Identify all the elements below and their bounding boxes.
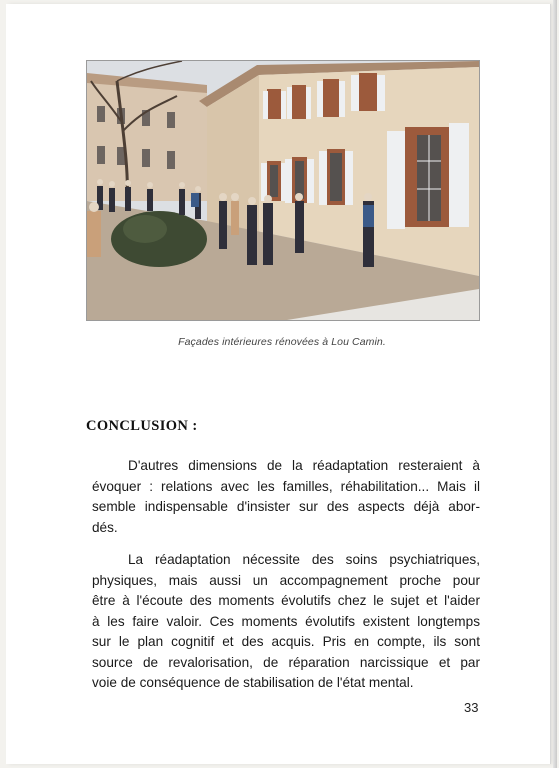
paragraph-line: physiques, mais aussi un accompagnement proche pour	[92, 572, 480, 588]
paragraph-2	[92, 550, 480, 694]
document-page	[6, 4, 550, 764]
section-heading: CONCLUSION :	[86, 418, 198, 434]
paragraph-line: être à l'écoute des moments évolutifs chez le sujet et l'aider	[92, 593, 480, 608]
page-edge	[553, 0, 557, 768]
paragraph-line: La réadaptation nécessite des soins psychiatriques,	[128, 552, 480, 567]
paragraph-line: semble indispensable d'insister sur des aspects déjà abor-	[92, 499, 480, 514]
photo-caption: Façades intérieures rénovées à Lou Camin.	[178, 336, 386, 348]
paragraph-line: voie de conséquence de stabilisation de l'état mental.	[92, 675, 414, 690]
paragraph-line: source de revalorisation, de réparation narcissique et par	[92, 654, 480, 670]
courtyard-photo	[86, 60, 480, 321]
paragraph-line: évoquer : relations avec les familles, réhabilitation... Mais il	[92, 478, 480, 494]
paragraph-line: à les faire valoir. Ces moments évolutifs existent longtemps	[92, 613, 480, 629]
paragraph-1	[92, 456, 480, 538]
page-number: 33	[464, 700, 479, 715]
paragraph-line: dés.	[92, 519, 118, 535]
paragraph-line: sur le plan cognitif et des acquis. Pris en compte, ils sont	[92, 634, 480, 649]
paragraph-line: D'autres dimensions de la réadaptation resteraient à	[128, 458, 480, 473]
